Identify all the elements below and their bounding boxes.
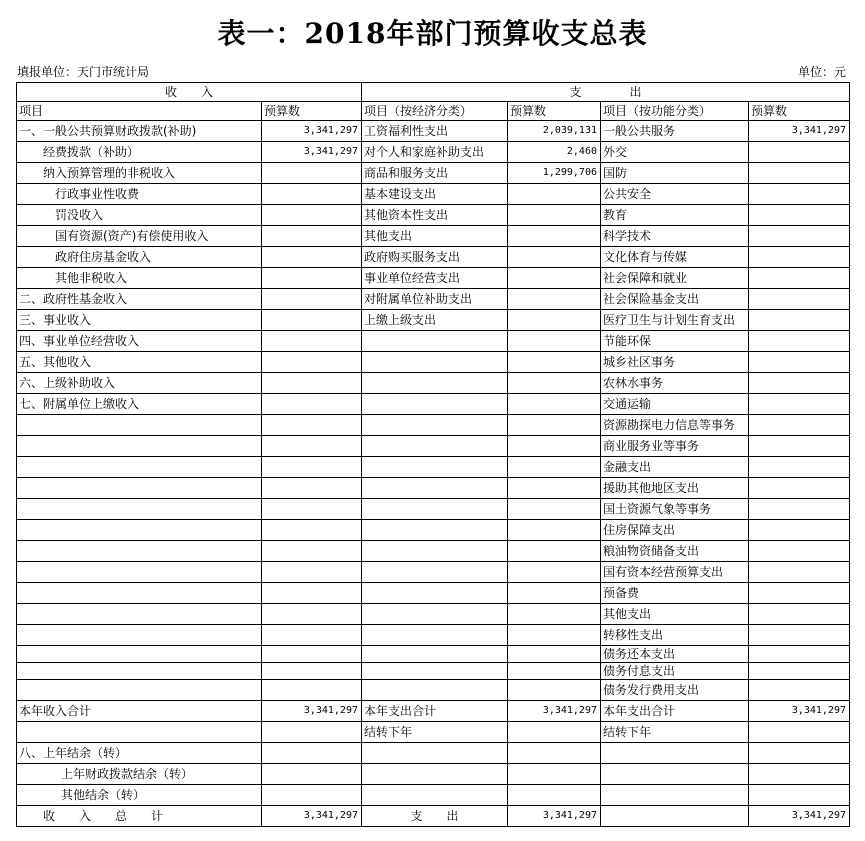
item-cell [17,604,262,625]
budget-amount-cell [749,541,850,562]
item-cell: 住房保障支出 [601,520,749,541]
item-cell [17,415,262,436]
item-cell: 国防 [601,163,749,184]
item-cell: 医疗卫生与计划生育支出 [601,310,749,331]
item-cell: 其他资本性支出 [362,205,508,226]
table-row [17,663,850,680]
table-row [17,583,850,604]
budget-amount-cell [262,205,362,226]
budget-amount-cell [262,562,362,583]
budget-amount-cell [749,583,850,604]
item-cell: 其他非税收入 [17,268,262,289]
budget-amount-cell [262,646,362,663]
budget-amount-cell: 3,341,297 [749,121,850,142]
item-cell: 对个人和家庭补助支出 [362,142,508,163]
budget-table [16,82,850,827]
budget-amount-cell [262,247,362,268]
budget-amount-cell [262,541,362,562]
item-cell: 社会保障和就业 [601,268,749,289]
budget-amount-cell [508,352,601,373]
item-cell [362,743,508,764]
budget-amount-cell [749,142,850,163]
budget-amount-cell: 3,341,297 [508,701,601,722]
budget-amount-cell [262,184,362,205]
item-cell [601,743,749,764]
budget-amount-cell [508,226,601,247]
table-row [17,289,850,310]
budget-amount-cell [262,743,362,764]
currency-unit: 单位：元 [797,65,846,79]
income-section-header: 收 入 [17,83,362,102]
budget-amount-cell [262,457,362,478]
item-cell [17,436,262,457]
table-row [17,184,850,205]
item-cell: 一、一般公共预算财政拨款(补助) [17,121,262,142]
item-cell: 公共安全 [601,184,749,205]
item-cell: 节能环保 [601,331,749,352]
item-cell [362,373,508,394]
col-header-budget: 预算数 [508,102,601,121]
budget-amount-cell [262,331,362,352]
table-row [17,352,850,373]
item-cell: 商业服务业等事务 [601,436,749,457]
item-cell: 经费拨款（补助） [17,142,262,163]
budget-amount-cell [749,520,850,541]
budget-amount-cell [262,625,362,646]
item-cell: 商品和服务支出 [362,163,508,184]
table-row [17,415,850,436]
budget-amount-cell [749,722,850,743]
item-cell: 罚没收入 [17,205,262,226]
table-row [17,310,850,331]
budget-amount-cell [749,247,850,268]
budget-amount-cell [508,583,601,604]
budget-amount-cell [749,499,850,520]
budget-amount-cell [749,373,850,394]
item-cell [17,663,262,680]
item-cell [601,785,749,806]
budget-amount-cell [508,562,601,583]
table-row [17,604,850,625]
item-cell [362,583,508,604]
col-header-budget: 预算数 [749,102,850,121]
table-row [17,743,850,764]
budget-amount-cell [749,184,850,205]
budget-amount-cell [262,352,362,373]
budget-amount-cell [508,785,601,806]
budget-amount-cell [508,541,601,562]
table-row [17,457,850,478]
budget-amount-cell [749,785,850,806]
item-cell [362,436,508,457]
col-header-item-economic: 项目（按经济分类） [362,102,508,121]
item-cell [362,352,508,373]
item-cell [362,663,508,680]
item-cell [362,646,508,663]
item-cell: 政府住房基金收入 [17,247,262,268]
budget-amount-cell [749,310,850,331]
expense-section-header: 支 出 [362,83,850,102]
budget-amount-cell [262,499,362,520]
item-cell: 一般公共服务 [601,121,749,142]
item-cell: 五、其他收入 [17,352,262,373]
budget-amount-cell [262,163,362,184]
table-row [17,268,850,289]
item-cell: 文化体育与传媒 [601,247,749,268]
item-cell: 本年支出合计 [601,701,749,722]
item-cell: 交通运输 [601,394,749,415]
item-cell [17,541,262,562]
item-cell [362,457,508,478]
budget-amount-cell [262,415,362,436]
item-cell [362,604,508,625]
table-row [17,541,850,562]
item-cell: 预备费 [601,583,749,604]
budget-amount-cell [749,205,850,226]
table-row [17,562,850,583]
budget-amount-cell [508,604,601,625]
item-cell: 八、上年结余（转） [17,743,262,764]
item-cell: 外交 [601,142,749,163]
table-row [17,806,850,827]
item-cell: 四、事业单位经营收入 [17,331,262,352]
budget-amount-cell [262,663,362,680]
budget-amount-cell [508,268,601,289]
budget-amount-cell [508,457,601,478]
item-cell: 其他结余（转） [17,785,262,806]
budget-amount-cell [749,268,850,289]
item-cell: 其他支出 [601,604,749,625]
item-cell: 本年支出合计 [362,701,508,722]
table-row [17,478,850,499]
item-cell: 工资福利性支出 [362,121,508,142]
budget-amount-cell [262,583,362,604]
item-cell: 七、附属单位上缴收入 [17,394,262,415]
budget-amount-cell [749,646,850,663]
item-cell [362,680,508,701]
item-cell [362,331,508,352]
budget-amount-cell: 2,460 [508,142,601,163]
item-cell: 债务还本支出 [601,646,749,663]
item-cell [17,562,262,583]
budget-amount-cell [262,722,362,743]
budget-amount-cell [508,625,601,646]
table-row [17,373,850,394]
item-cell [362,478,508,499]
item-cell [362,415,508,436]
budget-amount-cell [508,247,601,268]
budget-amount-cell [262,604,362,625]
item-cell: 债务发行费用支出 [601,680,749,701]
item-cell: 三、事业收入 [17,310,262,331]
item-cell: 金融支出 [601,457,749,478]
item-cell: 收 入 总 计 [17,806,262,827]
item-cell: 债务付息支出 [601,663,749,680]
item-cell [362,625,508,646]
item-cell [17,722,262,743]
budget-amount-cell [508,520,601,541]
item-cell: 粮油物资储备支出 [601,541,749,562]
budget-amount-cell: 3,341,297 [262,142,362,163]
budget-amount-cell [508,646,601,663]
item-cell: 二、政府性基金收入 [17,289,262,310]
item-cell [362,520,508,541]
table-row [17,520,850,541]
budget-amount-cell [508,663,601,680]
item-cell [17,583,262,604]
item-cell: 农林水事务 [601,373,749,394]
item-cell: 对附属单位补助支出 [362,289,508,310]
budget-amount-cell [508,394,601,415]
budget-amount-cell [508,310,601,331]
budget-amount-cell [262,268,362,289]
table-row [17,205,850,226]
item-cell [17,680,262,701]
budget-amount-cell [749,478,850,499]
budget-amount-cell [262,373,362,394]
table-row [17,331,850,352]
table-row [17,764,850,785]
budget-amount-cell [749,289,850,310]
item-cell [362,764,508,785]
budget-amount-cell [262,436,362,457]
item-cell: 援助其他地区支出 [601,478,749,499]
budget-amount-cell [508,289,601,310]
budget-amount-cell [749,331,850,352]
table-row [17,142,850,163]
budget-amount-cell: 1,299,706 [508,163,601,184]
item-cell: 国土资源气象等事务 [601,499,749,520]
item-cell: 六、上级补助收入 [17,373,262,394]
table-row [17,646,850,663]
item-cell [601,806,749,827]
item-cell: 本年收入合计 [17,701,262,722]
item-cell: 资源勘探电力信息等事务 [601,415,749,436]
budget-amount-cell [262,478,362,499]
item-cell: 社会保险基金支出 [601,289,749,310]
budget-amount-cell [749,457,850,478]
item-cell: 上年财政拨款结余（转） [17,764,262,785]
budget-amount-cell [749,604,850,625]
table-row [17,247,850,268]
item-cell: 科学技术 [601,226,749,247]
item-cell [17,499,262,520]
budget-amount-cell [262,394,362,415]
table-row [17,226,850,247]
item-cell: 上缴上级支出 [362,310,508,331]
budget-amount-cell [508,499,601,520]
budget-amount-cell: 3,341,297 [749,701,850,722]
budget-amount-cell: 3,341,297 [262,701,362,722]
item-cell: 国有资本经营预算支出 [601,562,749,583]
budget-amount-cell: 3,341,297 [262,806,362,827]
budget-amount-cell [262,764,362,785]
budget-amount-cell [262,520,362,541]
budget-amount-cell [508,722,601,743]
budget-amount-cell [749,764,850,785]
budget-amount-cell [262,680,362,701]
item-cell: 结转下年 [362,722,508,743]
budget-amount-cell [749,743,850,764]
item-cell: 政府购买服务支出 [362,247,508,268]
budget-amount-cell [749,415,850,436]
page-title: 表一：2018年部门预算收支总表 [217,17,648,50]
budget-amount-cell [508,436,601,457]
budget-amount-cell [749,680,850,701]
item-cell [17,646,262,663]
budget-amount-cell [508,743,601,764]
budget-amount-cell [749,394,850,415]
reporting-unit: 填报单位：天门市统计局 [17,65,150,79]
table-row [17,625,850,646]
budget-amount-cell [262,785,362,806]
table-row [17,499,850,520]
item-cell [17,625,262,646]
item-cell [362,499,508,520]
table-row [17,436,850,457]
budget-amount-cell [508,764,601,785]
item-cell [362,394,508,415]
col-header-budget: 预算数 [262,102,362,121]
budget-amount-cell [508,205,601,226]
budget-amount-cell: 3,341,297 [749,806,850,827]
table-row [17,121,850,142]
item-cell: 纳入预算管理的非税收入 [17,163,262,184]
budget-amount-cell [749,663,850,680]
item-cell: 基本建设支出 [362,184,508,205]
table-row [17,785,850,806]
item-cell: 行政事业性收费 [17,184,262,205]
budget-amount-cell [262,310,362,331]
table-row [17,701,850,722]
item-cell [17,520,262,541]
budget-amount-cell [749,562,850,583]
budget-amount-cell [508,680,601,701]
budget-amount-cell: 3,341,297 [508,806,601,827]
budget-amount-cell [262,289,362,310]
item-cell [17,457,262,478]
budget-amount-cell [749,625,850,646]
item-cell: 结转下年 [601,722,749,743]
item-cell [601,764,749,785]
budget-amount-cell: 2,039,131 [508,121,601,142]
budget-amount-cell [749,226,850,247]
budget-amount-cell [508,373,601,394]
item-cell: 转移性支出 [601,625,749,646]
table-row [17,680,850,701]
table-row [17,163,850,184]
budget-amount-cell [262,226,362,247]
table-row [17,722,850,743]
budget-amount-cell [749,163,850,184]
item-cell [17,478,262,499]
col-header-item: 项目 [17,102,262,121]
item-cell [362,541,508,562]
budget-amount-cell [508,415,601,436]
item-cell [362,785,508,806]
item-cell: 城乡社区事务 [601,352,749,373]
item-cell: 教育 [601,205,749,226]
budget-amount-cell: 3,341,297 [262,121,362,142]
budget-amount-cell [749,352,850,373]
table-row [17,394,850,415]
budget-amount-cell [508,184,601,205]
item-cell: 国有资源(资产)有偿使用收入 [17,226,262,247]
budget-amount-cell [508,478,601,499]
item-cell: 其他支出 [362,226,508,247]
item-cell [362,562,508,583]
item-cell: 支 出 [362,806,508,827]
budget-amount-cell [508,331,601,352]
col-header-item-functional: 项目（按功能分类） [601,102,749,121]
budget-amount-cell [749,436,850,457]
item-cell: 事业单位经营支出 [362,268,508,289]
